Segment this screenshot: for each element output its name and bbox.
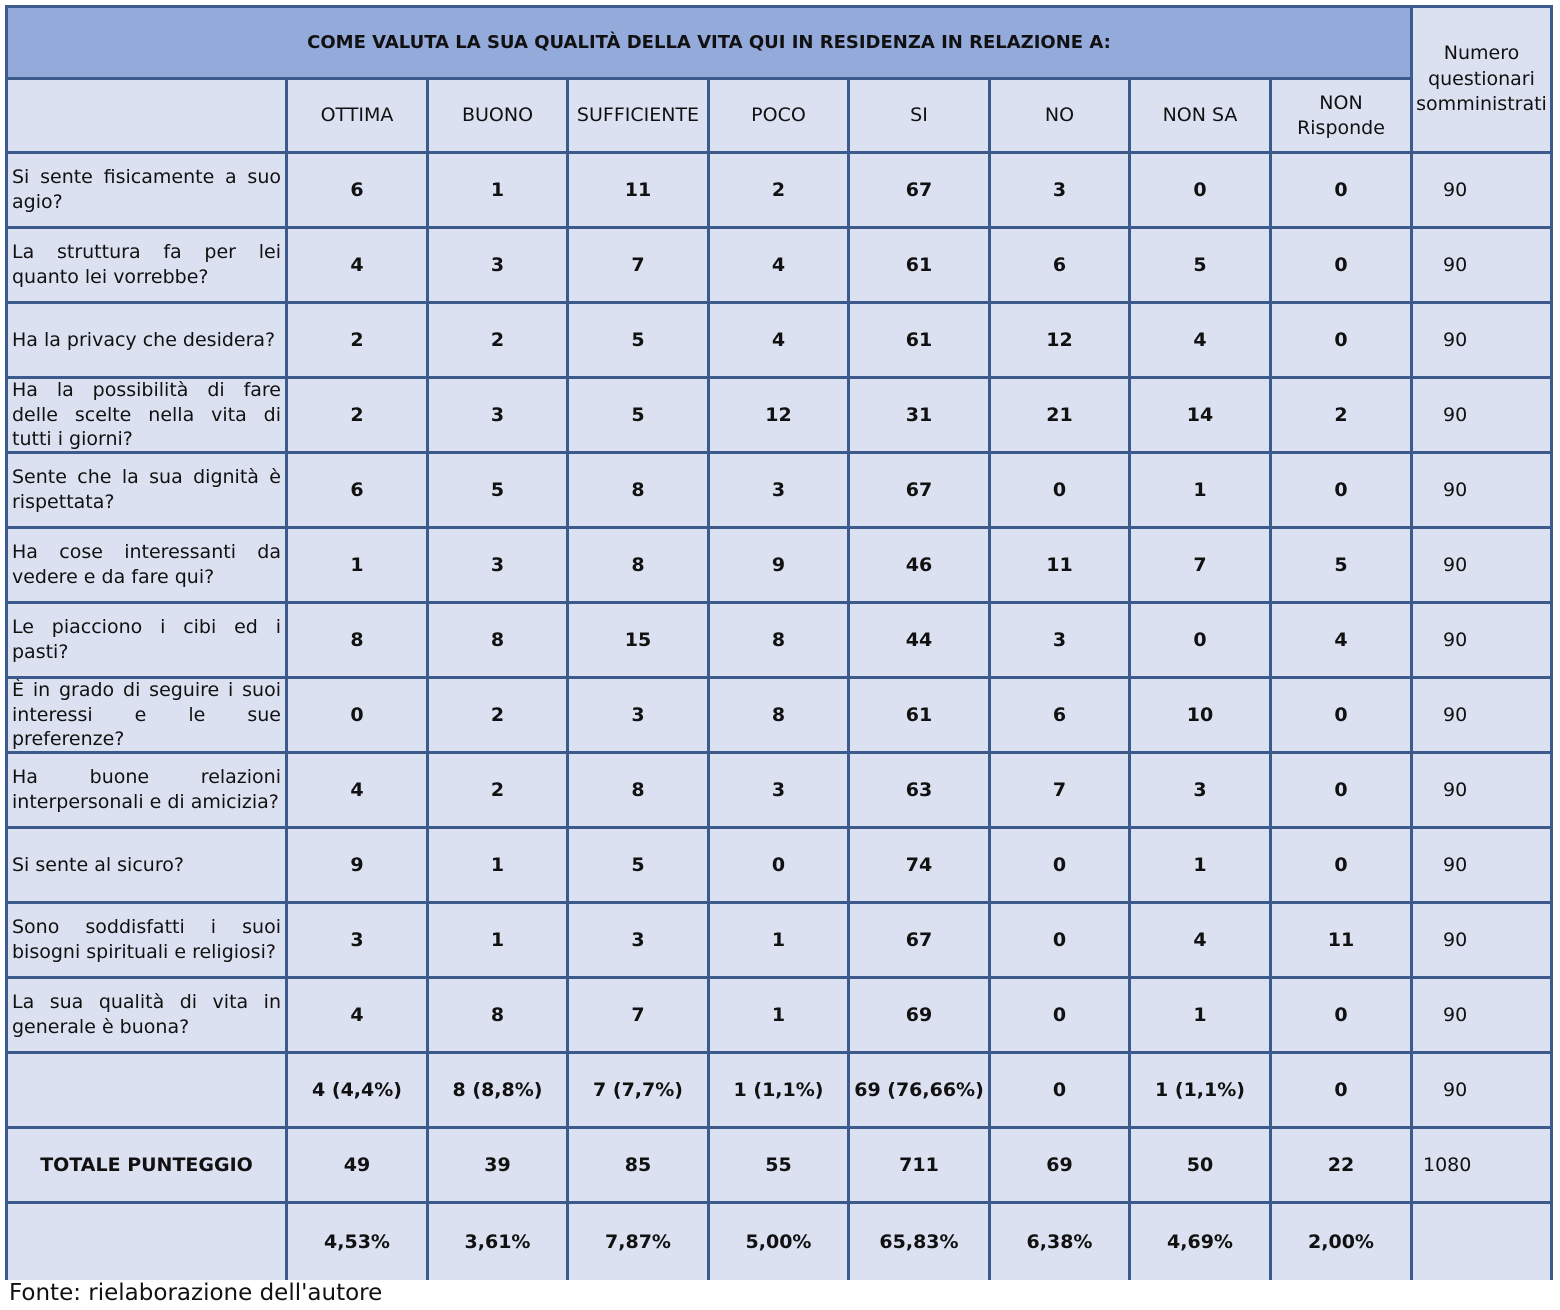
table-cell: 0 <box>1131 604 1269 676</box>
count-header: Numero questionari somministrati <box>1413 8 1550 151</box>
count-cell: 90 <box>1413 754 1550 826</box>
table-cell: 2 <box>288 379 426 451</box>
table-cell: 4 (4,4%) <box>288 1054 426 1126</box>
table-cell: 9 <box>710 529 847 601</box>
count-cell: 90 <box>1413 604 1550 676</box>
row-question-text: Sono soddisfatti i suoi bisogni spirituali e religiosi? <box>12 916 281 963</box>
table-cell: 1 <box>1131 979 1269 1051</box>
table-cell: 0 <box>991 979 1128 1051</box>
table-cell: 4 <box>1272 604 1410 676</box>
table-cell: 8 <box>710 604 847 676</box>
table-cell: 0 <box>1131 154 1269 226</box>
table-cell: 6 <box>288 454 426 526</box>
table-cell: 74 <box>850 829 988 901</box>
table-cell: 1 <box>710 979 847 1051</box>
table-cell: 7 (7,7%) <box>569 1054 707 1126</box>
header-corner <box>8 80 285 151</box>
row-question <box>8 1204 285 1280</box>
row-question-text: Si sente fisicamente a suo agio? <box>12 166 281 213</box>
table-cell: 1 (1,1%) <box>1131 1054 1269 1126</box>
table-cell: 12 <box>710 379 847 451</box>
column-header: BUONO <box>429 80 566 151</box>
table-cell: 1 <box>429 154 566 226</box>
table-cell: 67 <box>850 454 988 526</box>
table-cell: 5 <box>569 829 707 901</box>
table-cell: 0 <box>1272 979 1410 1051</box>
table-cell: 55 <box>710 1129 847 1201</box>
table-cell: 0 <box>1272 754 1410 826</box>
table-cell: 711 <box>850 1129 988 1201</box>
count-cell: 90 <box>1413 454 1550 526</box>
table-cell: 0 <box>1272 454 1410 526</box>
table-cell: 1 <box>1131 829 1269 901</box>
table-cell: 61 <box>850 679 988 751</box>
table-cell: 3 <box>288 904 426 976</box>
table-cell: 8 <box>288 604 426 676</box>
table-cell: 2,00% <box>1272 1204 1410 1280</box>
row-question-text: La struttura fa per lei quanto lei vorrebbe? <box>12 241 281 288</box>
row-question <box>8 904 285 976</box>
column-header: NO <box>991 80 1128 151</box>
count-cell: 90 <box>1413 529 1550 601</box>
table-cell: 0 <box>991 1054 1128 1126</box>
table-cell: 6 <box>991 679 1128 751</box>
row-question <box>8 304 285 376</box>
table-cell: 85 <box>569 1129 707 1201</box>
table-cell: 21 <box>991 379 1128 451</box>
survey-table <box>5 5 1553 1280</box>
table-cell: 1 <box>288 529 426 601</box>
table-cell: 50 <box>1131 1129 1269 1201</box>
count-cell: 90 <box>1413 1054 1550 1126</box>
row-question-text: Ha cose interessanti da vedere e da fare qui? <box>12 541 281 588</box>
table-cell: 11 <box>991 529 1128 601</box>
count-cell: 90 <box>1413 379 1550 451</box>
table-cell: 8 (8,8%) <box>429 1054 566 1126</box>
count-cell: 90 <box>1413 229 1550 301</box>
table-cell: 0 <box>1272 154 1410 226</box>
table-cell: 4 <box>288 229 426 301</box>
table-cell: 2 <box>429 679 566 751</box>
table-cell: 7,87% <box>569 1204 707 1280</box>
table-cell: 44 <box>850 604 988 676</box>
table-cell: 6 <box>991 229 1128 301</box>
table-cell: 3 <box>429 529 566 601</box>
table-cell: 11 <box>569 154 707 226</box>
table-cell: 3 <box>569 679 707 751</box>
table-cell: 4 <box>288 754 426 826</box>
table-cell: 6,38% <box>991 1204 1128 1280</box>
row-question <box>8 829 285 901</box>
table-cell: 67 <box>850 904 988 976</box>
table-cell: 69 (76,66%) <box>850 1054 988 1126</box>
table-cell: 10 <box>1131 679 1269 751</box>
row-question <box>8 754 285 826</box>
table-cell: 11 <box>1272 904 1410 976</box>
table-cell: 0 <box>1272 679 1410 751</box>
table-cell: 5 <box>429 454 566 526</box>
table-cell: 39 <box>429 1129 566 1201</box>
table-cell: 69 <box>850 979 988 1051</box>
table-cell: 61 <box>850 304 988 376</box>
table-cell: 14 <box>1131 379 1269 451</box>
table-cell: 0 <box>991 829 1128 901</box>
count-cell: 1080 <box>1413 1129 1550 1201</box>
table-cell: 0 <box>1272 829 1410 901</box>
table-cell: 3 <box>429 229 566 301</box>
row-question <box>8 529 285 601</box>
row-question-text: Ha la privacy che desidera? <box>12 328 276 351</box>
table-cell: 0 <box>991 454 1128 526</box>
count-cell: 90 <box>1413 304 1550 376</box>
count-cell: 90 <box>1413 154 1550 226</box>
table-cell: 2 <box>1272 379 1410 451</box>
table-cell: 2 <box>710 154 847 226</box>
table-cell: 3,61% <box>429 1204 566 1280</box>
table-cell: 69 <box>991 1129 1128 1201</box>
table-cell: 1 <box>1131 454 1269 526</box>
column-header <box>1272 80 1410 151</box>
row-question <box>8 1054 285 1126</box>
column-header: OTTIMA <box>288 80 426 151</box>
table-cell: 5 <box>569 304 707 376</box>
table-cell: 31 <box>850 379 988 451</box>
table-cell: 3 <box>710 754 847 826</box>
table-cell: 3 <box>1131 754 1269 826</box>
row-question: TOTALE PUNTEGGIO <box>8 1129 285 1201</box>
count-cell: 90 <box>1413 829 1550 901</box>
row-question-text: Si sente al sicuro? <box>12 853 184 876</box>
row-question <box>8 229 285 301</box>
count-cell: 90 <box>1413 904 1550 976</box>
row-question <box>8 154 285 226</box>
table-cell: 7 <box>991 754 1128 826</box>
table-cell: 1 <box>710 904 847 976</box>
table-cell: 0 <box>1272 1054 1410 1126</box>
table-cell: 5,00% <box>710 1204 847 1280</box>
table-cell: 0 <box>288 679 426 751</box>
table-cell: 4,69% <box>1131 1204 1269 1280</box>
row-question-text: Sente che la sua dignità è rispettata? <box>12 466 281 513</box>
table-cell: 8 <box>429 979 566 1051</box>
table-cell: 7 <box>569 229 707 301</box>
table-cell: 2 <box>429 754 566 826</box>
table-cell: 1 (1,1%) <box>710 1054 847 1126</box>
table-cell: 2 <box>429 304 566 376</box>
table-cell: 9 <box>288 829 426 901</box>
table-cell: 1 <box>429 904 566 976</box>
table-cell: 7 <box>569 979 707 1051</box>
table-cell: 1 <box>429 829 566 901</box>
table-cell: 8 <box>569 754 707 826</box>
count-cell: 90 <box>1413 979 1550 1051</box>
table-cell: 3 <box>710 454 847 526</box>
table-cell: 8 <box>569 529 707 601</box>
table-cell: 49 <box>288 1129 426 1201</box>
row-question <box>8 979 285 1051</box>
table-cell: 8 <box>710 679 847 751</box>
table-cell: 67 <box>850 154 988 226</box>
table-cell: 4 <box>710 304 847 376</box>
row-question-text: Le piacciono i cibi ed i pasti? <box>12 616 281 663</box>
column-header-label: NON Risponde <box>1297 91 1385 139</box>
row-question-text: La sua qualità di vita in generale è buona? <box>12 991 281 1038</box>
row-question <box>8 454 285 526</box>
table-cell: 4 <box>288 979 426 1051</box>
table-cell: 46 <box>850 529 988 601</box>
table-cell: 4 <box>1131 304 1269 376</box>
table-cell: 3 <box>429 379 566 451</box>
table-cell: 65,83% <box>850 1204 988 1280</box>
table-cell: 7 <box>1131 529 1269 601</box>
table-cell: 15 <box>569 604 707 676</box>
table-cell: 3 <box>991 154 1128 226</box>
table-cell: 4 <box>1131 904 1269 976</box>
row-question-text: Ha la possibilità di fare delle scelte nella vita di tutti i giorni? <box>12 379 281 451</box>
table-cell: 63 <box>850 754 988 826</box>
table-cell: 3 <box>991 604 1128 676</box>
source-note: Fonte: rielaborazione dell'autore <box>9 1280 383 1306</box>
table-cell: 61 <box>850 229 988 301</box>
row-question-text: Ha buone relazioni interpersonali e di amicizia? <box>12 766 281 813</box>
table-title: COME VALUTA LA SUA QUALITÀ DELLA VITA QUI IN RESIDENZA IN RELAZIONE A: <box>8 8 1410 77</box>
row-question <box>8 604 285 676</box>
table-cell: 0 <box>710 829 847 901</box>
count-cell: 90 <box>1413 679 1550 751</box>
table-cell: 0 <box>991 904 1128 976</box>
column-header: SI <box>850 80 988 151</box>
table-cell: 6 <box>288 154 426 226</box>
table-cell: 4,53% <box>288 1204 426 1280</box>
table-cell: 3 <box>569 904 707 976</box>
table-cell: 5 <box>1131 229 1269 301</box>
table-cell: 4 <box>710 229 847 301</box>
column-header: POCO <box>710 80 847 151</box>
table-cell: 8 <box>569 454 707 526</box>
row-question <box>8 379 285 451</box>
table-cell: 8 <box>429 604 566 676</box>
table-cell: 0 <box>1272 304 1410 376</box>
column-header: SUFFICIENTE <box>569 80 707 151</box>
table-cell: 0 <box>1272 229 1410 301</box>
table-cell: 12 <box>991 304 1128 376</box>
table-cell: 5 <box>1272 529 1410 601</box>
row-question <box>8 679 285 751</box>
table-cell: 22 <box>1272 1129 1410 1201</box>
table-cell: 2 <box>288 304 426 376</box>
column-header: NON SA <box>1131 80 1269 151</box>
table-cell: 5 <box>569 379 707 451</box>
row-question-text: È in grado di seguire i suoi interessi e le sue preferenze? <box>12 679 281 751</box>
count-cell <box>1413 1204 1550 1280</box>
